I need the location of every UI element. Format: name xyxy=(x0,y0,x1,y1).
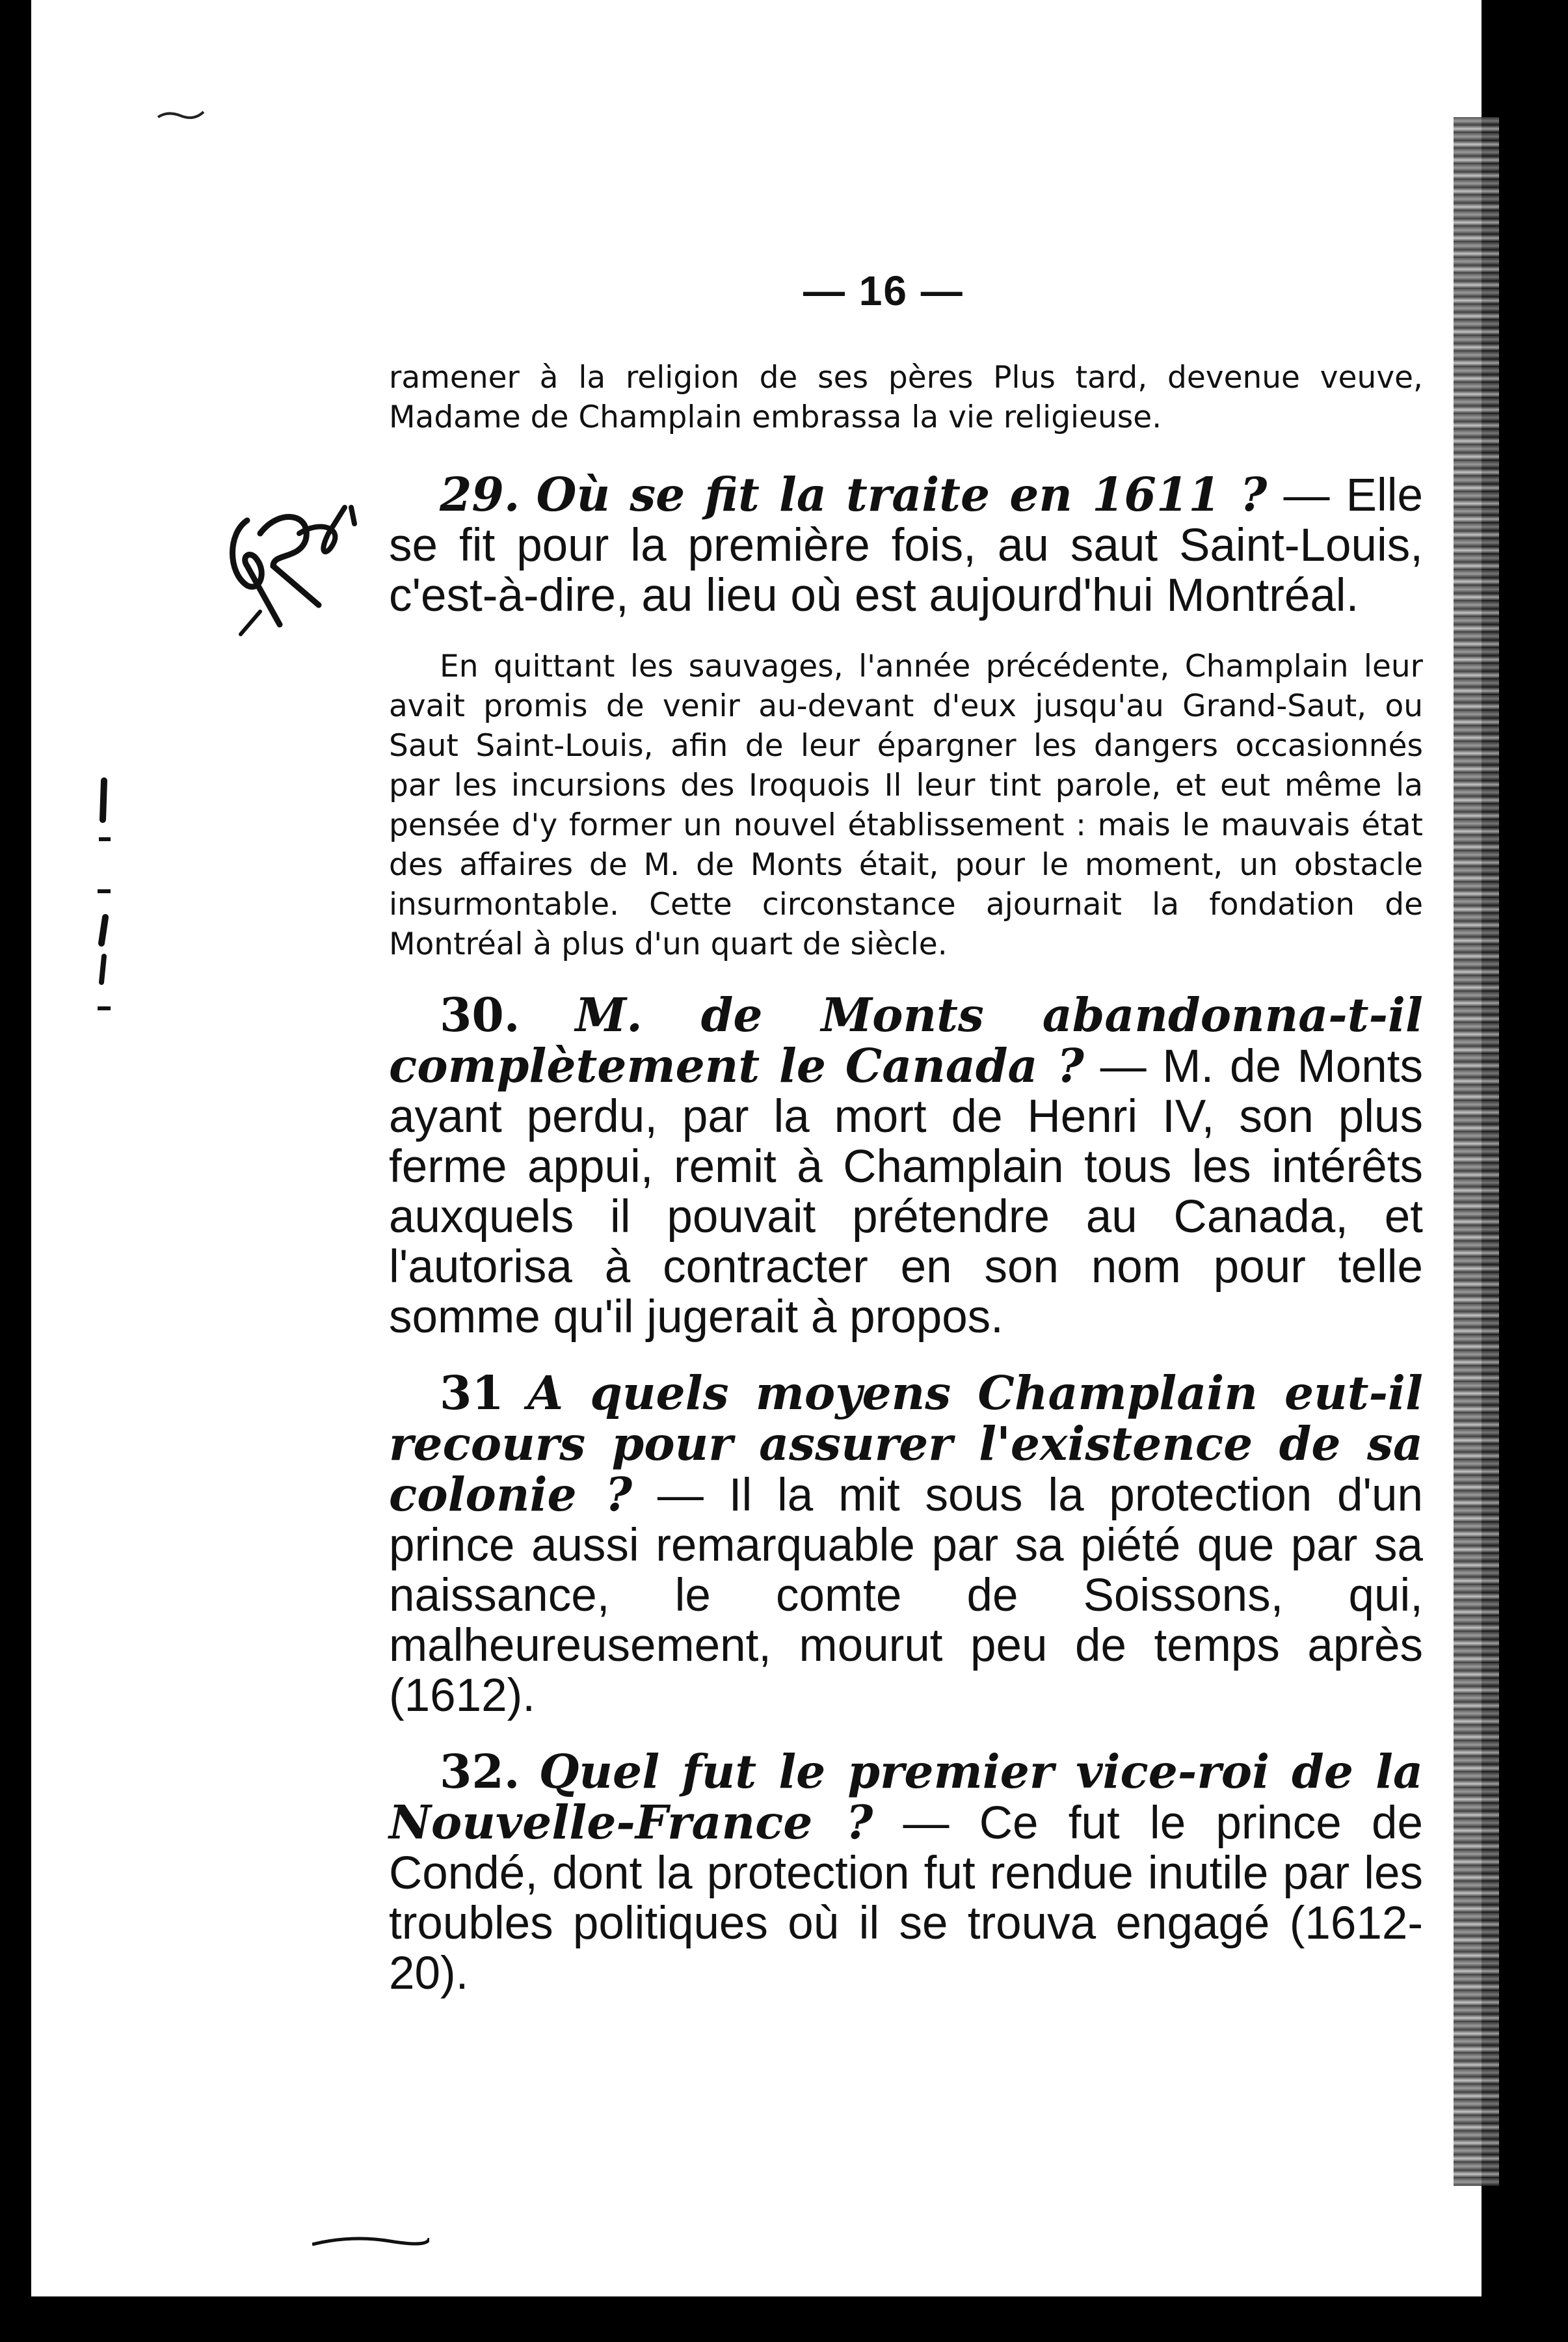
paragraph-continuation: ramener à la religion de ses pères Plus tard, devenue veuve, Madame de Champlain embrassa la vie religieuse. xyxy=(389,360,1423,435)
page-number: — 16 — xyxy=(803,267,964,314)
question-32-number: 32. xyxy=(440,1744,520,1799)
question-29-text: Où se fit la traite en 1611 ? xyxy=(536,467,1268,522)
question-31-text: A quels moyens Champlain eut-il recours pour assurer l'existence de sa colonie ? xyxy=(389,1366,1423,1522)
stray-ink-mark xyxy=(155,98,207,124)
question-30-text: M. de Monts abandonna-t-il complètement le Canada ? xyxy=(389,988,1423,1093)
margin-tick-marks xyxy=(85,768,124,1028)
footer-flourish xyxy=(312,2231,429,2251)
question-29-answer: — Elle se fit pour la première fois, au saut Saint-Louis, c'est-à-dire, au lieu où est aujourd'hui Montréal. xyxy=(389,470,1424,621)
scan-dark-border xyxy=(1496,0,1568,2342)
question-31 xyxy=(389,1368,1423,1721)
question-32 xyxy=(389,1744,1423,1999)
paragraph-commentary: En quittant les sauvages, l'année précédente, Champlain leur avait promis de venir au-devant d'eux jusqu'au Grand-Saut, ou Saut Saint-Louis, afin de leur épargner les dangers occasionnés par les incursions des Iroquois Il leur tint parole, et eut même la pensée d'y former un nouvel établissement : mais le mauvais état des affaires de M. de Monts était, pour le moment, un obstacle insurmontable. Cette circonstance ajournait la fondation de Montréal à plus d'un quart de siècle. xyxy=(389,649,1423,962)
question-30-number: 30. xyxy=(440,988,520,1042)
question-29 xyxy=(389,467,1424,621)
question-30-answer: — M. de Monts ayant perdu, par la mort de Henri IV, son plus ferme appui, remit à Champlain tous les intérêts auxquels il pouvait prétendre au Canada, et l'autorisa à contracter en son nom pour telle somme qu'il jugerait à propos. xyxy=(389,1041,1423,1343)
text-column xyxy=(389,358,1423,1999)
question-31-number: 31 xyxy=(440,1366,504,1420)
handwritten-margin-note xyxy=(221,494,371,644)
page-edge-shadow xyxy=(1454,117,1499,2186)
question-29-number: 29. xyxy=(440,467,520,522)
question-31-answer: — Il la mit sous la protection d'un prince aussi remarquable par sa piété que par sa naissance, le comte de Soissons, qui, malheureusement, mourut peu de temps après (1612). xyxy=(389,1470,1424,1721)
question-32-text: Quel fut le premier vice-roi de la Nouvelle-France ? xyxy=(389,1744,1423,1850)
question-30 xyxy=(389,990,1423,1342)
question-32-answer: — Ce fut le prince de Condé, dont la protection fut rendue inutile par les troubles politiques où il se trouva engagé (1612-20). xyxy=(389,1797,1423,1999)
